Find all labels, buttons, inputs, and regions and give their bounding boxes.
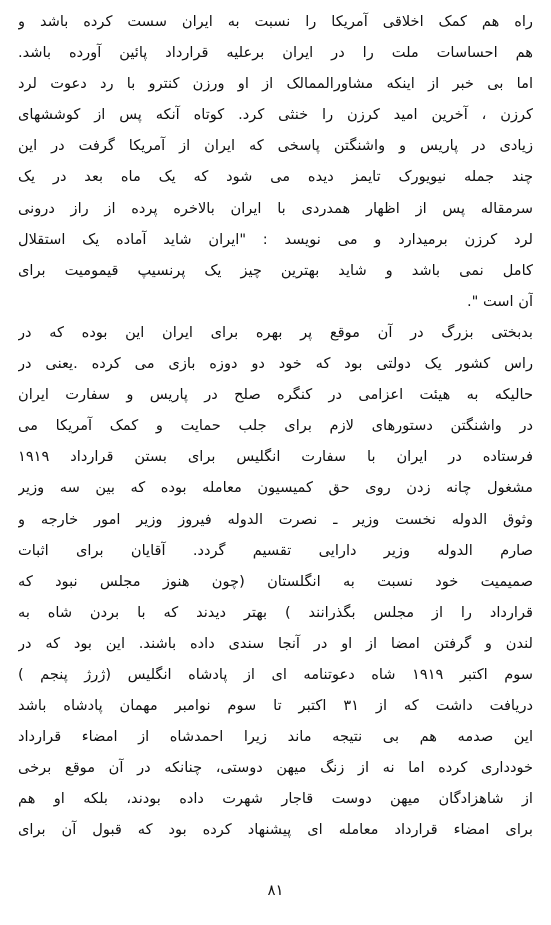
text-line: وثوق الدوله نخست وزیر ـ نصرت الدوله فیروز وزیر امور خارجه و [18, 510, 533, 528]
page-number: ۸۱ [267, 881, 284, 899]
text-line: سوم اکتبر ۱۹۱۹ شاه دعوتنامه ای از پادشاه انگلیس (ژرژ پنجم ) [18, 665, 533, 683]
text-line: آن است ". [466, 292, 533, 310]
text-line: فرستاده در ایران با سفارت انگلیس برای بستن قرارداد ۱۹۱۹ [18, 448, 533, 466]
text-line: لندن و گرفتن امضا از او در آنجا سندی داده باشند. این بود که در [18, 634, 533, 652]
text-line: در واشنگتن دستورهای لازم برای جلب حمایت و کمک آمریکا می [18, 417, 533, 435]
text-line: کرزن ، آخرین امید کرزن را خنثی کرد. کوتاه آنکه پس از کوششهای [18, 106, 533, 124]
text-line: لرد کرزن برمیدارد و می نویسد : "ایران شاید آماده یک استقلال [18, 230, 533, 248]
text-line: بدبختی بزرگ در آن موقع پر بهره برای ایران این بوده که در [18, 323, 533, 341]
text-line: دریافت داشت که از ۳۱ اکتبر تا سوم نوامبر مهمان پادشاه باشد [18, 697, 533, 715]
text-line: صمیمیت خود نسبت به انگلستان (چون هنوز مجلس نبود که [18, 572, 533, 590]
text-line: راس کشور یک دولتی بود که خود دو دوزه بازی می کرده .یعنی در [18, 355, 533, 373]
text-line: سرمقاله پس از اظهار همدردی با ایران بالاخره پرده از راز درونی [18, 199, 533, 217]
text-line: صارم الدوله وزیر دارایی تقسیم گردد. آقایان برای اثبات [18, 541, 533, 559]
text-line: حالیکه به هیئت اعزامی در کنگره صلح در پاریس و سفارت ایران [18, 386, 533, 404]
text-line: کامل نمی باشد و شاید بهترین چیز یک پرنسیپ قیمومیت برای [18, 261, 533, 279]
text-line: این صدمه هم بی نتیجه ماند زیرا احمدشاه از امضاء قرارداد [18, 728, 533, 746]
text-line: زیادی در پاریس و واشنگتن پاسخی که ایران از آمریکا گرفت در این [18, 137, 533, 155]
body-text [18, 6, 533, 846]
text-line: چند جمله نیویورک تایمز دیده می شود که یک ماه بعد در یک [18, 168, 533, 186]
text-line: قرارداد را از مجلس بگذرانند ) بهتر دیدند که با بردن شاه به [18, 603, 533, 621]
text-line: راه هم کمک اخلاقی آمریکا را نسبت به ایران سست کرده باشد و [18, 13, 533, 30]
text-line: مشغول چانه زدن روی حق کمیسیون معامله بوده که بین سه وزیر [18, 479, 533, 497]
text-line: خودداری کرده اما نه از زنگ میهن دوستی، چنانکه در آن موقع برخی [18, 759, 533, 777]
text-line: از شاهزادگان میهن دوست قاجار شهرت داده بودند، بلکه او هم [18, 790, 533, 808]
text-line: هم احساسات ملت را در ایران برعلیه قرارداد پائین آورده باشد. [18, 44, 533, 62]
text-line: برای امضاء قرارداد معامله ای پیشنهاد کرده بود که قبول آن برای [18, 821, 533, 839]
text-line: اما بی خبر از اینکه مشاورالممالک از او ورزن کنترو با رد دعوت لرد [18, 75, 533, 93]
